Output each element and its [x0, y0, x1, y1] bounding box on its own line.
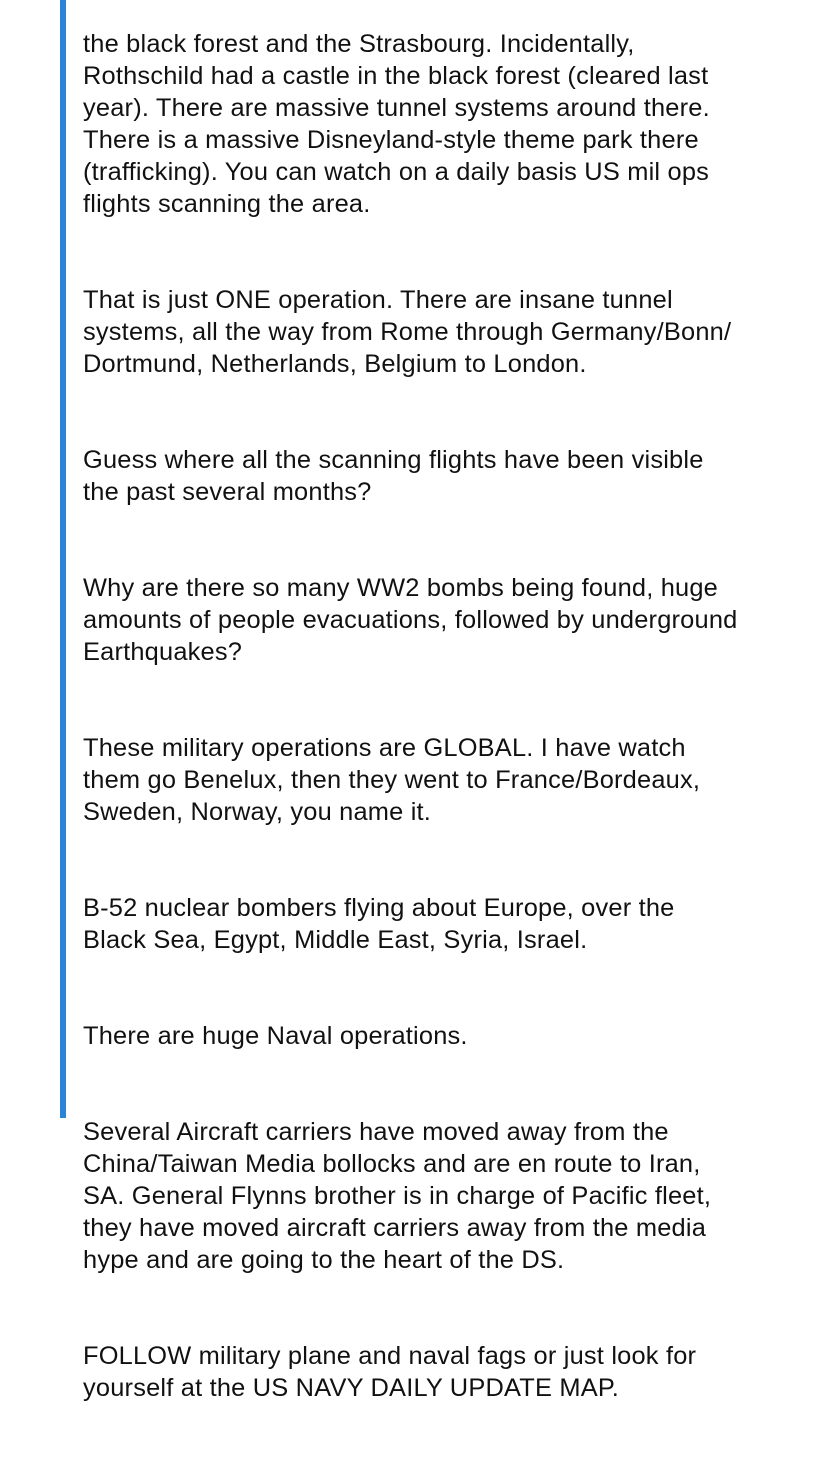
paragraph-follow-flags: FOLLOW military plane and naval fags or just look for yourself at the US NAVY DAILY UPDATE MAP.: [83, 1342, 697, 1402]
quote-accent-bar: [60, 0, 66, 1118]
message-text: [83, 0, 828, 1468]
paragraph-black-forest: the black forest and the Strasbourg. Incidentally, Rothschild had a castle in the black forest (cleared last year). There are massive tunnel systems around there. There is a massive Disneyland-style theme park there (trafficking). You can watch on a daily basis US mil ops flights scanning the area.: [83, 30, 710, 218]
paragraph-tunnel-systems: That is just ONE operation. There are insane tunnel systems, all the way from Rome through Germany/Bonn/ Dortmund, Netherlands, Belgium to London.: [83, 286, 732, 378]
paragraph-naval-operations: There are huge Naval operations.: [83, 1022, 468, 1050]
paragraph-b52-bombers: B-52 nuclear bombers flying about Europe, over the Black Sea, Egypt, Middle East, Syria, Israel.: [83, 894, 675, 954]
paragraph-global-operations: These military operations are GLOBAL. I have watch them go Benelux, then they went to France/Bordeaux, Sweden, Norway, you name it.: [83, 734, 701, 826]
paragraph-scanning-flights: Guess where all the scanning flights have been visible the past several months?: [83, 446, 704, 506]
paragraph-ww2-bombs: Why are there so many WW2 bombs being found, huge amounts of people evacuations, followed by underground Earthquakes?: [83, 574, 738, 666]
paragraph-aircraft-carriers: Several Aircraft carriers have moved away from the China/Taiwan Media bollocks and are en route to Iran, SA. General Flynns brother is in charge of Pacific fleet, they have moved aircraft carriers away from the media hype and are going to the heart of the DS.: [83, 1118, 712, 1274]
